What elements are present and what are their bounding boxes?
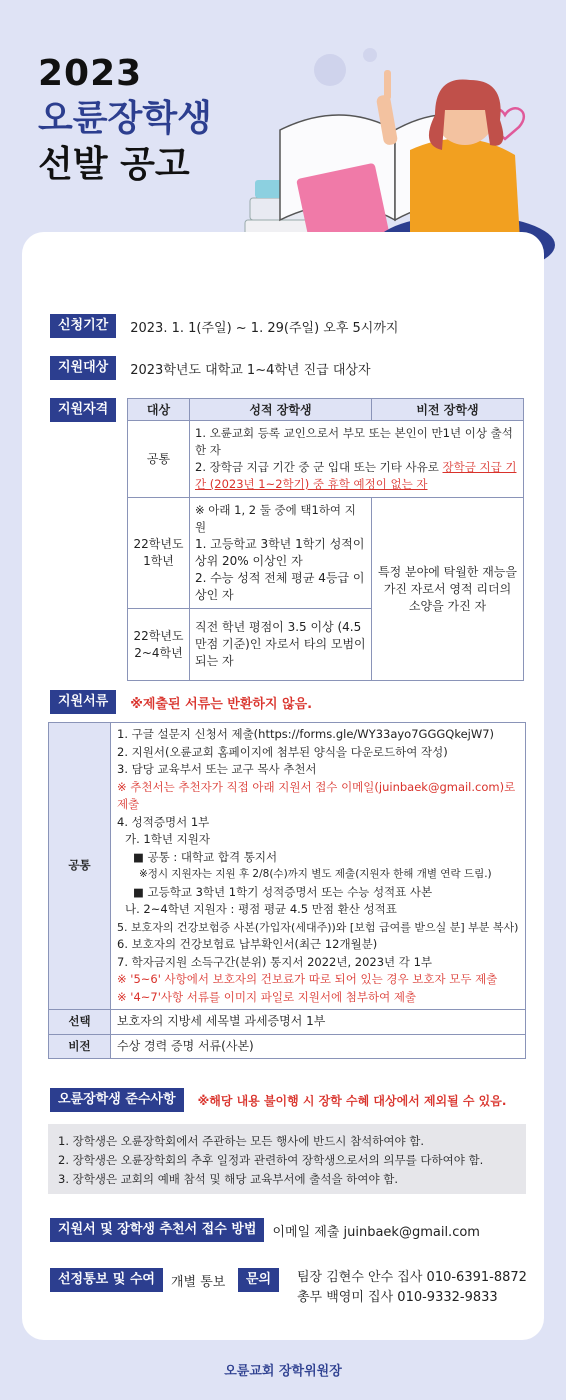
target-label: 지원대상 bbox=[50, 356, 116, 380]
doc-item: 3. 담당 교육부서 또는 교구 목사 추천서 bbox=[117, 762, 317, 776]
notice-value: 개별 통보 bbox=[170, 1274, 226, 1290]
period-label: 신청기간 bbox=[50, 314, 116, 338]
common-criteria bbox=[190, 421, 524, 498]
common-line2-highlight: 장학금 지급 기간 (2023년 1~2학기) 중 휴학 예정이 없는 자 bbox=[195, 460, 517, 491]
rules-note: ※해당 내용 불이행 시 장학 수혜 대상에서 제외될 수 있음. bbox=[197, 1093, 507, 1108]
doc-subitem: 나. 2~4학년 지원자 : 평점 평균 4.5 만점 환산 성적표 bbox=[125, 902, 397, 916]
rules-label: 오륜장학생 준수사항 bbox=[50, 1088, 184, 1112]
documents-table bbox=[48, 722, 526, 1059]
doc-note: ※ '4~7'사항 서류를 이미지 파일로 지원서에 첨부하여 제출 bbox=[117, 989, 417, 1004]
freshman-criteria bbox=[190, 498, 372, 609]
common-line2-text: 2. 장학금 지급 기간 중 군 입대 또는 기타 사유로 bbox=[195, 460, 443, 474]
common-label: 공통 bbox=[128, 421, 190, 498]
hero-title bbox=[38, 52, 212, 188]
qualification-label-row bbox=[50, 398, 116, 422]
upper-criteria: 직전 학년 평점이 3.5 이상 (4.5 만점 기준)인 자로서 타의 모범이 되는 자 bbox=[190, 609, 372, 681]
vision-criteria: 특정 분야에 탁월한 재능을 가진 자로서 영적 리더의 소양을 가진 자 bbox=[372, 498, 524, 681]
hero-title-line2: 선발 공고 bbox=[38, 144, 190, 185]
rules-label-row bbox=[50, 1088, 506, 1112]
rule-item: 2. 장학생은 오륜장학회의 추후 일정과 관련하여 장학생으로서의 의무를 다하여야 함. bbox=[58, 1153, 484, 1167]
table-header: 비전 장학생 bbox=[372, 399, 524, 421]
documents-note: ※제출된 서류는 반환하지 않음. bbox=[130, 696, 313, 712]
notice-label: 선정통보 및 수여 bbox=[50, 1268, 163, 1292]
doc-item: 5. 보호자의 건강보험증 사본(가입자(세대주))와 [보험 급여를 받으실 분] 부분 복사) bbox=[117, 920, 519, 934]
rule-item: 1. 장학생은 오륜장학회에서 주관하는 모든 행사에 반드시 참석하여야 함. bbox=[58, 1134, 425, 1148]
documents-optional-label: 선택 bbox=[49, 1010, 111, 1035]
documents-vision-value: 수상 경력 증명 서류(사본) bbox=[111, 1034, 526, 1059]
table-header: 대상 bbox=[128, 399, 190, 421]
freshman-item1: 1. 고등학교 3학년 1학기 성적이 상위 20% 이상인 자 bbox=[195, 537, 365, 568]
documents-label-row bbox=[50, 690, 312, 714]
period-row bbox=[50, 314, 398, 338]
period-value: 2023. 1. 1(주일) ~ 1. 29(주일) 오후 5시까지 bbox=[130, 320, 399, 336]
doc-subitem: ■ 고등학교 3학년 1학기 성적증명서 또는 수능 성적표 사본 bbox=[133, 884, 433, 899]
rule-item: 3. 장학생은 교회의 예배 참석 및 해당 교육부서에 출석을 하여야 함. bbox=[58, 1172, 399, 1186]
submit-value: 이메일 제출 juinbaek@gmail.com bbox=[272, 1224, 480, 1240]
doc-item: 2. 지원서(오륜교회 홈페이지에 첨부된 양식을 다운로드하여 작성) bbox=[117, 744, 448, 759]
documents-optional-value: 보호자의 지방세 세목별 과세증명서 1부 bbox=[111, 1010, 526, 1035]
doc-item: 1. 구글 설문지 신청서 제출(https://forms.gle/WY33ayo7GGGQkejW7) bbox=[117, 727, 495, 741]
inquiry-label: 문의 bbox=[238, 1268, 279, 1292]
table-header: 성적 장학생 bbox=[190, 399, 372, 421]
rules-box bbox=[48, 1124, 526, 1194]
inquiry-contacts bbox=[297, 1268, 527, 1308]
freshman-label: 22학년도 1학년 bbox=[128, 498, 190, 609]
inquiry-contact: 팀장 김현수 안수 집사 010-6391-8872 bbox=[297, 1270, 527, 1285]
inquiry-contact: 총무 백영미 집사 010-9332-9833 bbox=[297, 1290, 498, 1305]
documents-common-list bbox=[111, 723, 526, 1010]
doc-item: 7. 학자금지원 소득구간(분위) 통지서 2022년, 2023년 각 1부 bbox=[117, 954, 432, 969]
common-line2 bbox=[195, 459, 518, 493]
hero-title-line1: 오륜장학생 bbox=[38, 98, 212, 139]
upper-label: 22학년도 2~4학년 bbox=[128, 609, 190, 681]
doc-subitem: ■ 공통 : 대학교 합격 통지서 bbox=[133, 849, 278, 864]
doc-note: ※정시 지원자는 지원 후 2/8(수)까지 별도 제출(지원자 한해 개별 연락 드림.) bbox=[139, 868, 492, 880]
freshman-item2: 2. 수능 성적 전체 평균 4등급 이상인 자 bbox=[195, 571, 365, 602]
hero-year: 2023 bbox=[38, 53, 143, 94]
freshman-note: ※ 아래 1, 2 둘 중에 택1하여 지원 bbox=[195, 503, 356, 534]
doc-note: ※ 추천서는 추천자가 직접 아래 지원서 접수 이메일(juinbaek@gmail.com)로 제출 bbox=[117, 779, 516, 811]
qualification-table bbox=[127, 398, 524, 681]
documents-label: 지원서류 bbox=[50, 690, 116, 714]
qualification-label: 지원자격 bbox=[50, 398, 116, 422]
target-row bbox=[50, 356, 371, 380]
doc-item: 4. 성적증명서 1부 bbox=[117, 814, 210, 829]
submit-label: 지원서 및 장학생 추천서 접수 방법 bbox=[50, 1218, 264, 1242]
documents-vision-label: 비전 bbox=[49, 1034, 111, 1059]
documents-common-label: 공통 bbox=[49, 723, 111, 1010]
common-line1: 1. 오륜교회 등록 교인으로서 부모 또는 본인이 만1년 이상 출석한 자 bbox=[195, 426, 513, 457]
notice-row bbox=[50, 1268, 225, 1292]
submit-row bbox=[50, 1218, 480, 1242]
footer-signature: 오륜교회 장학위원장 bbox=[224, 1364, 342, 1379]
target-value: 2023학년도 대학교 1~4학년 진급 대상자 bbox=[130, 362, 371, 378]
doc-item: 6. 보호자의 건강보험료 납부확인서(최근 12개월분) bbox=[117, 937, 378, 951]
doc-subitem: 가. 1학년 지원자 bbox=[125, 832, 210, 846]
doc-note: ※ '5~6' 사항에서 보호자의 건보료가 따로 되어 있는 경우 보호자 모두 제출 bbox=[117, 972, 498, 986]
